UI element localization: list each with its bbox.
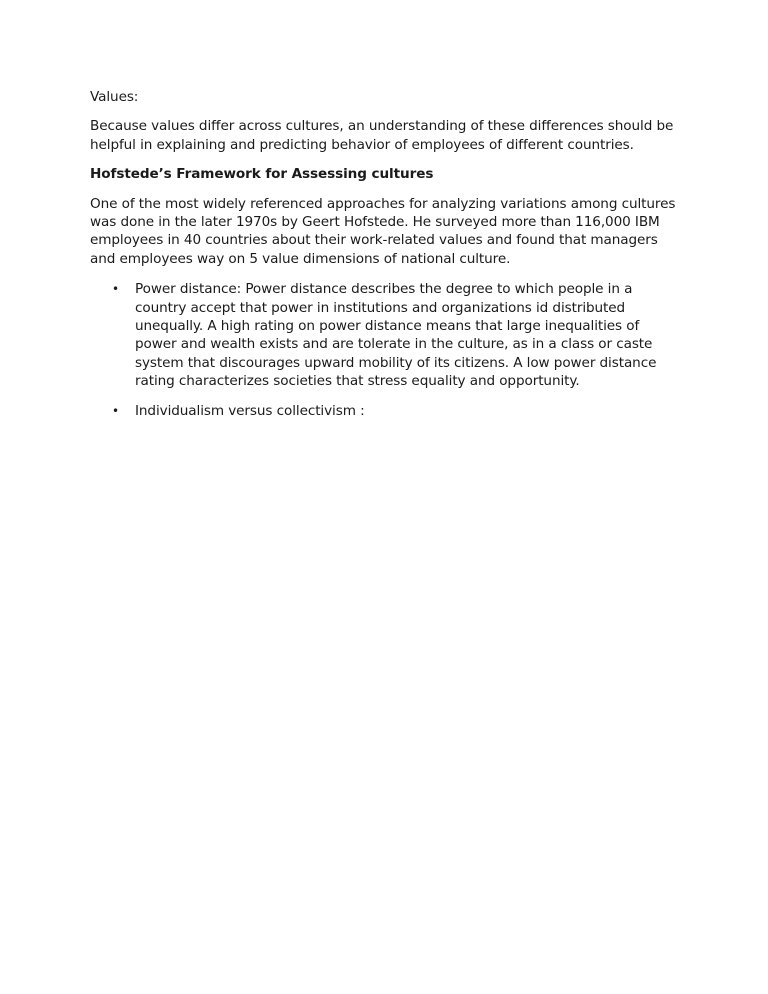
document-page — [90, 88, 680, 431]
bullet-icon: • — [112, 282, 119, 297]
list-item — [90, 402, 680, 420]
bullet-text-power-distance: Power distance: Power distance describes the degree to which people in a country accept that power in institutions and organizations id distributed unequally. A high rating on power distance means that large inequalities of power and wealth exists and are tolerate in the culture, as in a class or caste system that discourages upward mobility of its citizens. A low power distance rating characterizes societies that stress equality and opportunity. — [135, 281, 657, 390]
bullet-icon: • — [112, 403, 119, 418]
values-label: Values: — [90, 89, 139, 105]
list-item — [90, 280, 680, 390]
intro-paragraph: Because values differ across cultures, an understanding of these differences should be helpful in explaining and predicting behavior of employees of different countries. — [90, 118, 674, 153]
body-paragraph: One of the most widely referenced approaches for analyzing variations among cultures was done in the later 1970s by Geert Hofstede. He surveyed more than 116,000 IBM employees in 40 countries about their work-related values and found that managers and employees way on 5 value dimensions of national culture. — [90, 195, 676, 267]
section-heading: Hofstede’s Framework for Assessing cultures — [90, 166, 434, 183]
bullet-list — [90, 280, 680, 420]
bullet-text-individualism: Individualism versus collectivism : — [135, 402, 365, 419]
